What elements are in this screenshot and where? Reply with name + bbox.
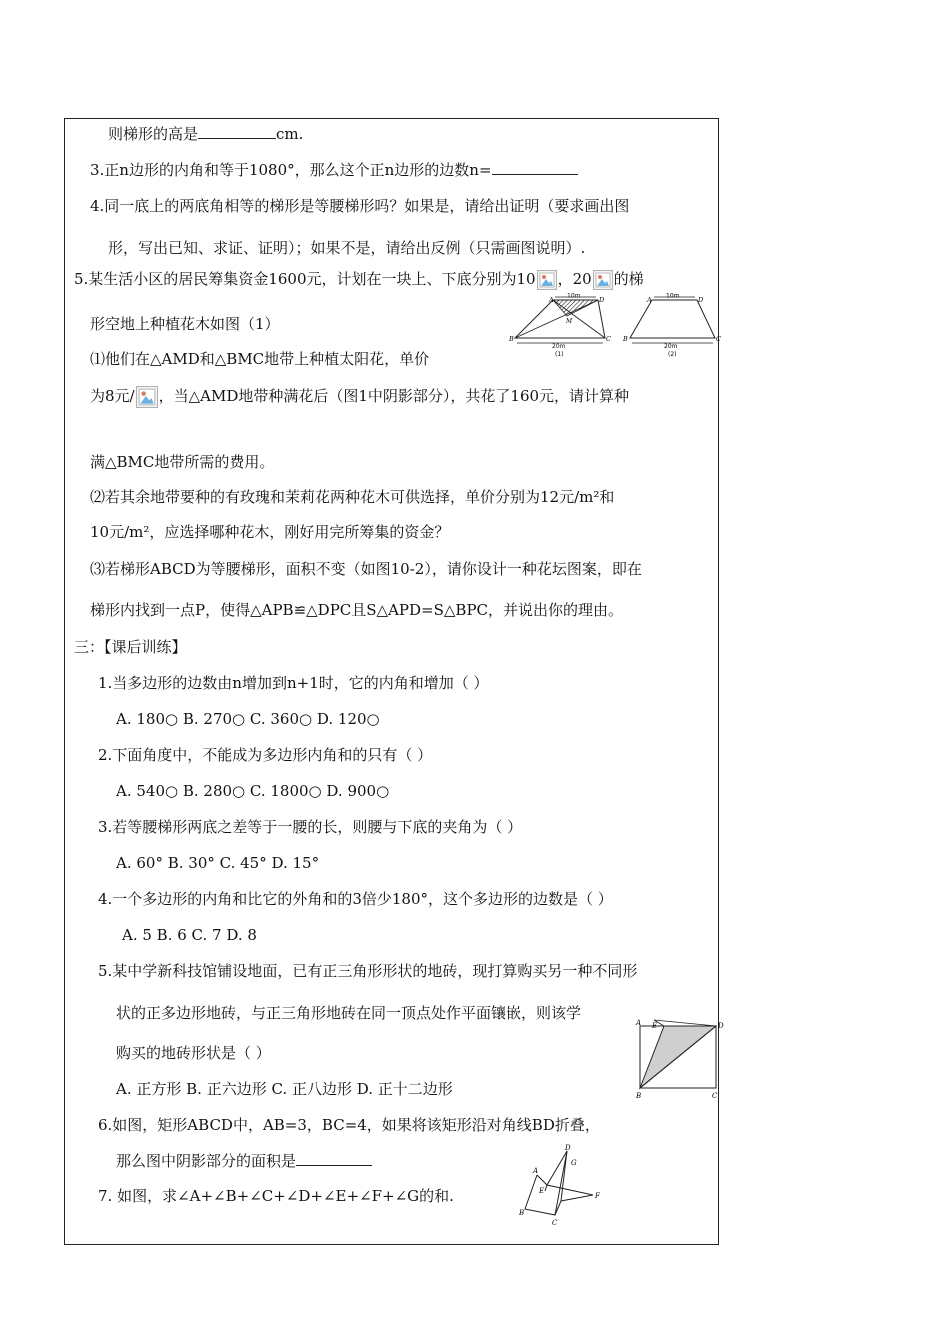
text: 为8元/ bbox=[90, 387, 135, 405]
answer-blank bbox=[296, 1151, 372, 1166]
ex5-options: A. 正方形 B. 正六边形 C. 正八边形 D. 正十二边形 bbox=[116, 1080, 453, 1098]
ex2-options: A. 540○ B. 280○ C. 1800○ D. 900○ bbox=[116, 782, 390, 800]
q5-line2: 形空地上种植花木如图（1） bbox=[90, 315, 280, 333]
trapezoid-2 bbox=[630, 300, 715, 338]
text: 3.正n边形的内角和等于1080°，那么这个正n边形的边数n= bbox=[90, 161, 492, 179]
label-b: B bbox=[509, 335, 514, 343]
shaded-triangle-amd bbox=[553, 300, 598, 316]
ex7-question: 7. 如图，求∠A+∠B+∠C+∠D+∠E+∠F+∠G的和. bbox=[98, 1187, 454, 1205]
text: ，当△AMD地带种满花后（图1中阴影部分），共花了160元，请计算种 bbox=[158, 387, 630, 405]
q5-line1 bbox=[74, 269, 644, 290]
trapezoid-figures bbox=[505, 290, 723, 362]
text: 5.某生活小区的居民筹集资金1600元，计划在一块上、下底分别为10 bbox=[74, 270, 536, 288]
label-f: F bbox=[595, 1192, 600, 1200]
caption-2: (2) bbox=[668, 351, 677, 358]
ex3-options: A. 60° B. 30° C. 45° D. 15° bbox=[116, 854, 320, 872]
label-m: M bbox=[566, 318, 573, 325]
label-a: A bbox=[636, 1019, 642, 1027]
ex5-line2: 状的正多边形地砖，与正三角形地砖在同一顶点处作平面镶嵌，则该学 bbox=[116, 1004, 582, 1022]
label-b: B bbox=[636, 1092, 642, 1100]
text: ，20 bbox=[557, 270, 592, 288]
label-b: B bbox=[519, 1209, 525, 1217]
label-b: B bbox=[623, 335, 628, 343]
text: 那么图中阴影部分的面积是 bbox=[116, 1152, 297, 1170]
label-c: C bbox=[712, 1092, 718, 1100]
label-a: A bbox=[549, 296, 554, 304]
broken-image-icon bbox=[136, 386, 158, 408]
caption-1: (1) bbox=[555, 351, 564, 358]
ex1-options: A. 180○ B. 270○ C. 360○ D. 120○ bbox=[116, 710, 380, 728]
ex4-options: A. 5 B. 6 C. 7 D. 8 bbox=[122, 926, 257, 944]
label-d: D bbox=[565, 1144, 571, 1152]
ex5-line3: 购买的地砖形状是（ ） bbox=[116, 1044, 271, 1062]
q5-part3-line1: ⑶若梯形ABCD为等腰梯形，面积不变（如图10-2），请你设计一种花坛图案，即在 bbox=[90, 560, 642, 578]
q5-part2-line1: ⑵若其余地带要种的有玫瑰和茉莉花两种花木可供选择，单价分别为12元/m²和 bbox=[90, 488, 615, 506]
label-d: D bbox=[698, 296, 704, 304]
segment bbox=[555, 1195, 593, 1215]
label-c: C bbox=[552, 1219, 558, 1227]
rectangle-fold-figure bbox=[630, 1018, 725, 1100]
text: 则梯形的高是 bbox=[108, 125, 199, 143]
label-bottom-length: 20m bbox=[552, 343, 566, 350]
fold-edge bbox=[654, 1020, 716, 1026]
label-top-length: 10m bbox=[666, 292, 680, 300]
label-a: A bbox=[647, 296, 652, 304]
segment bbox=[525, 1151, 567, 1215]
q4-line2: 形，写出已知、求证、证明）；如果不是，请给出反例（只需画图说明）. bbox=[108, 239, 586, 257]
broken-image-icon bbox=[593, 270, 613, 290]
answer-blank bbox=[492, 160, 578, 175]
q4-line1: 4.同一底上的两底角相等的梯形是等腰梯形吗？如果是，请给出证明（要求画出图 bbox=[90, 197, 630, 215]
angle-sum-figure bbox=[515, 1143, 605, 1228]
section-heading: 三：【课后训练】 bbox=[74, 638, 187, 656]
label-bottom-length: 20m bbox=[664, 343, 678, 350]
q5-part1-line3: 满△BMC地带所需的费用。 bbox=[90, 453, 275, 471]
label-top-length: 10m bbox=[567, 292, 581, 300]
label-a: A bbox=[533, 1167, 539, 1175]
q3-polygon-sides bbox=[90, 160, 578, 180]
text: 的梯 bbox=[613, 270, 644, 288]
q5-part2-line2: 10元/m²，应选择哪种花木，刚好用完所筹集的资金？ bbox=[90, 523, 450, 541]
label-g: G bbox=[571, 1159, 577, 1167]
label-d: D bbox=[599, 296, 605, 304]
q5-part1-line2 bbox=[90, 386, 629, 408]
q5-part1-line1: ⑴他们在△AMD和△BMC地带上种植太阳花，单价 bbox=[90, 350, 430, 368]
ex2-question: 2.下面角度中，不能成为多边形内角和的只有（ ） bbox=[98, 746, 433, 764]
q2-trapezoid-height bbox=[108, 124, 303, 144]
label-c: C bbox=[716, 335, 721, 343]
broken-image-icon bbox=[537, 270, 557, 290]
label-e: E bbox=[652, 1022, 658, 1030]
ex1-question: 1.当多边形的边数由n增加到n+1时，它的内角和增加（ ） bbox=[98, 674, 489, 692]
unit: cm. bbox=[276, 125, 304, 143]
label-c: C bbox=[606, 335, 611, 343]
ex4-question: 4.一个多边形的内角和比它的外角和的3倍少180°，这个多边形的边数是（ ） bbox=[98, 890, 613, 908]
ex3-question: 3.若等腰梯形两底之差等于一腰的长，则腰与下底的夹角为（ ） bbox=[98, 818, 523, 836]
ex6-line2 bbox=[116, 1151, 372, 1171]
q5-part3-line2: 梯形内找到一点P，使得△APB≌△DPC且S△APD=S△BPC，并说出你的理由。 bbox=[90, 601, 624, 619]
ex6-line1: 6.如图，矩形ABCD中，AB=3，BC=4，如果将该矩形沿对角线BD折叠， bbox=[98, 1116, 600, 1134]
label-d: D bbox=[718, 1022, 724, 1030]
segment bbox=[537, 1175, 593, 1195]
answer-blank bbox=[198, 124, 276, 139]
diagonal-bd bbox=[515, 300, 598, 338]
label-e: E bbox=[539, 1187, 545, 1195]
ex5-line1: 5.某中学新科技馆铺设地面，已有正三角形形状的地砖，现打算购买另一种不同形 bbox=[98, 962, 638, 980]
